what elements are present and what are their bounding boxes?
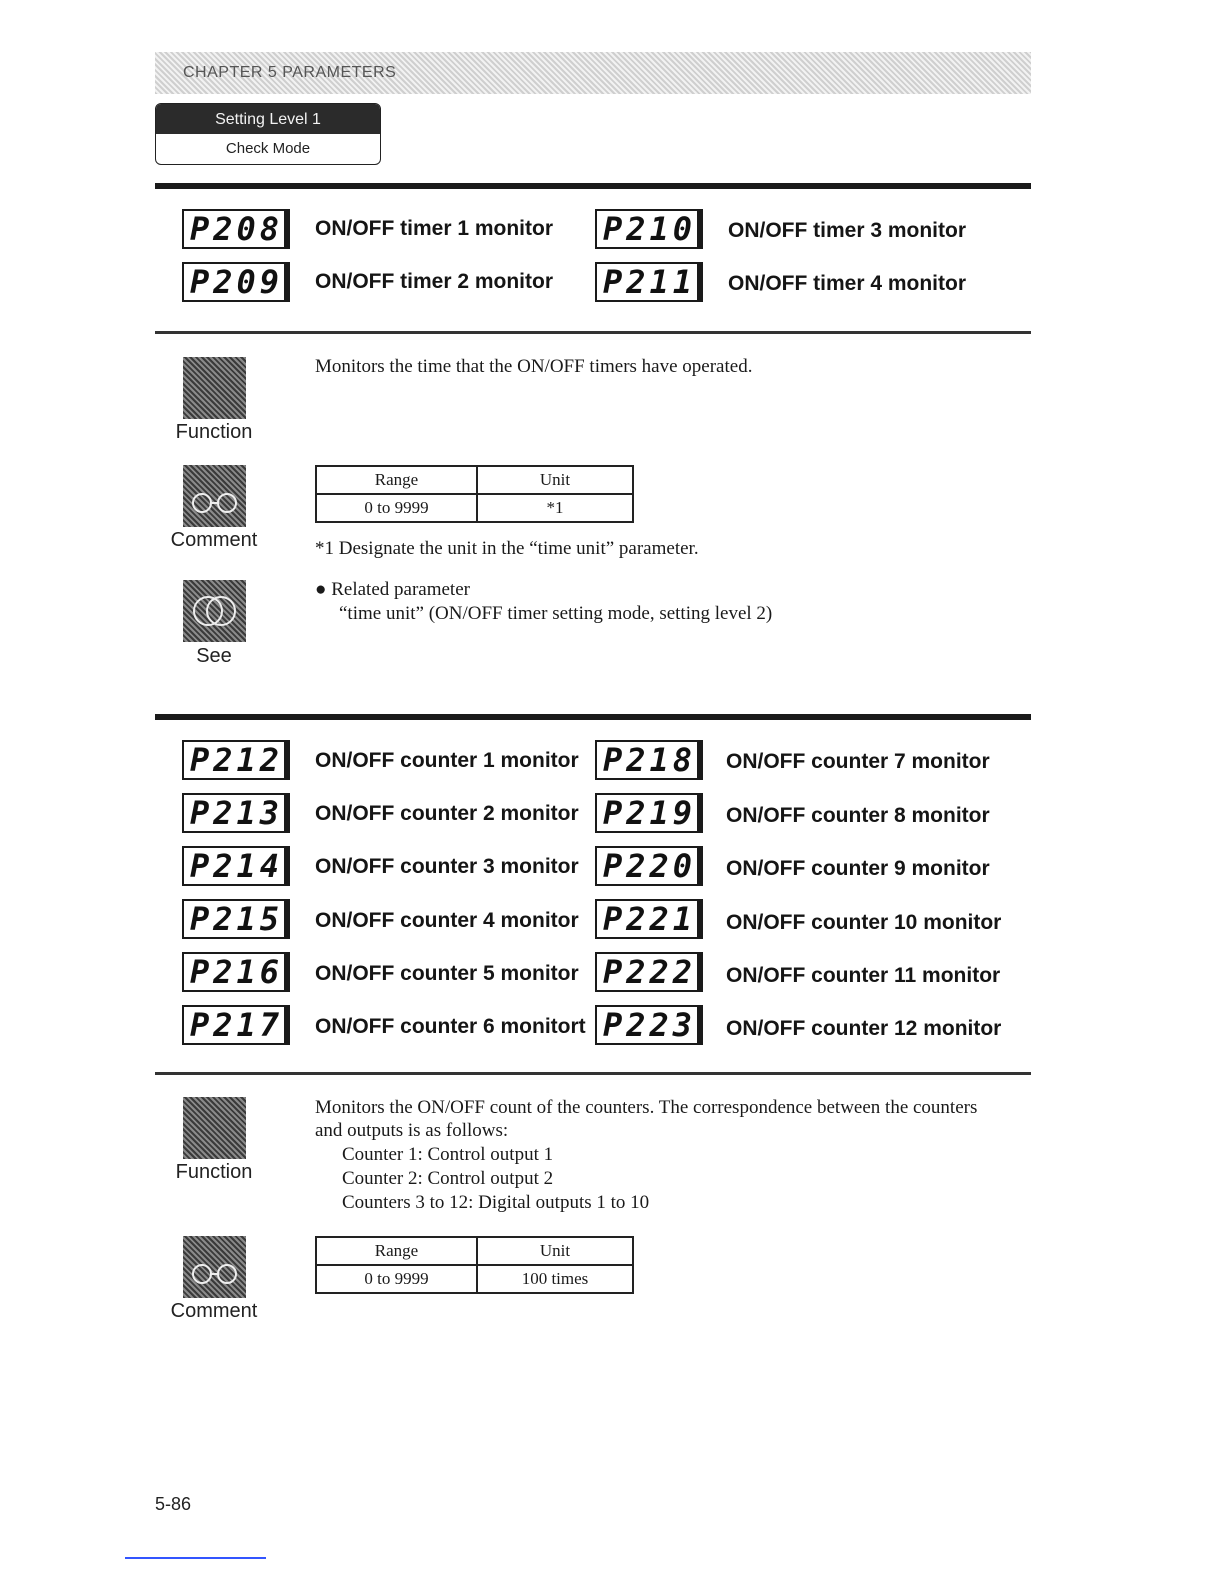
range-header: Range <box>316 466 477 494</box>
section-divider-counter <box>155 1072 1031 1075</box>
lcd-code-p209: P209 <box>182 262 290 302</box>
timer-range-table <box>315 465 634 523</box>
see-label: See <box>196 645 232 667</box>
param-name-counter-1: ON/OFF counter 1 monitor <box>315 749 579 772</box>
glasses-icon <box>183 465 246 527</box>
range-value: 0 to 9999 <box>316 1265 477 1293</box>
related-heading-text: Related parameter <box>331 579 470 600</box>
counter-function-line-1: Monitors the ON/OFF count of the counters. The correspondence between the counters <box>315 1097 978 1118</box>
section-divider-timer <box>155 331 1031 334</box>
section-divider-counter-top <box>155 714 1031 720</box>
param-name-counter-5: ON/OFF counter 5 monitor <box>315 962 579 985</box>
see-icon <box>183 580 246 642</box>
lcd-code-p216: P216 <box>182 952 290 992</box>
comment-icon <box>183 465 246 527</box>
function-label: Function <box>175 1161 253 1183</box>
param-name-counter-2: ON/OFF counter 2 monitor <box>315 802 579 825</box>
param-name-counter-10: ON/OFF counter 10 monitor <box>726 911 1002 934</box>
comment-label: Comment <box>170 529 258 551</box>
param-name-counter-9: ON/OFF counter 9 monitor <box>726 857 990 880</box>
timer-function-text: Monitors the time that the ON/OFF timers have operated. <box>315 356 753 377</box>
counter-mapping-2: Counter 2: Control output 2 <box>342 1168 554 1189</box>
glasses-icon <box>183 1236 246 1298</box>
bullet-icon: ● <box>315 579 327 600</box>
related-parameter-heading <box>315 579 470 601</box>
unit-value: *1 <box>477 494 633 522</box>
counter-range-table <box>315 1236 634 1294</box>
param-name-counter-6: ON/OFF counter 6 monitort <box>315 1015 586 1038</box>
lcd-code-p217: P217 <box>182 1005 290 1045</box>
footer-link-line <box>125 1557 266 1559</box>
lcd-code-p220: P220 <box>595 846 703 886</box>
chapter-header-bar <box>155 52 1031 94</box>
setting-level-tab <box>155 103 381 165</box>
param-name-timer-2: ON/OFF timer 2 monitor <box>315 270 554 293</box>
unit-header: Unit <box>477 1237 633 1265</box>
lcd-code-p215: P215 <box>182 899 290 939</box>
related-parameter-text: “time unit” (ON/OFF timer setting mode, setting level 2) <box>339 603 773 624</box>
page-number: 5-86 <box>155 1494 192 1514</box>
param-name-timer-1: ON/OFF timer 1 monitor <box>315 217 554 240</box>
unit-header: Unit <box>477 466 633 494</box>
lcd-code-p212: P212 <box>182 740 290 780</box>
param-name-counter-4: ON/OFF counter 4 monitor <box>315 909 579 932</box>
check-mode-label: Check Mode <box>225 140 311 157</box>
unit-value: 100 times <box>477 1265 633 1293</box>
lcd-code-p223: P223 <box>595 1005 703 1045</box>
lcd-code-p211: P211 <box>595 262 703 302</box>
lcd-code-p219: P219 <box>595 793 703 833</box>
function-icon <box>183 1097 246 1159</box>
counter-mapping-3: Counters 3 to 12: Digital outputs 1 to 10 <box>342 1192 650 1213</box>
param-name-counter-8: ON/OFF counter 8 monitor <box>726 804 990 827</box>
lcd-code-p208: P208 <box>182 209 290 249</box>
section-divider-top <box>155 183 1031 189</box>
param-name-counter-12: ON/OFF counter 12 monitor <box>726 1017 1002 1040</box>
comment-label: Comment <box>170 1300 258 1322</box>
lcd-code-p213: P213 <box>182 793 290 833</box>
timer-unit-note: *1 Designate the unit in the “time unit” parameter. <box>315 538 699 559</box>
setting-level-title: Setting Level 1 <box>156 104 380 134</box>
param-name-counter-7: ON/OFF counter 7 monitor <box>726 750 990 773</box>
function-icon <box>183 357 246 419</box>
lcd-code-p210: P210 <box>595 209 703 249</box>
lcd-code-p218: P218 <box>595 740 703 780</box>
param-name-counter-11: ON/OFF counter 11 monitor <box>726 964 1001 987</box>
counter-function-line-2: and outputs is as follows: <box>315 1120 509 1141</box>
param-name-timer-3: ON/OFF timer 3 monitor <box>728 219 967 242</box>
linked-rings-icon <box>183 580 246 642</box>
range-value: 0 to 9999 <box>316 494 477 522</box>
param-name-counter-3: ON/OFF counter 3 monitor <box>315 855 579 878</box>
range-header: Range <box>316 1237 477 1265</box>
counter-mapping-1: Counter 1: Control output 1 <box>342 1144 554 1165</box>
param-name-timer-4: ON/OFF timer 4 monitor <box>728 272 967 295</box>
lcd-code-p222: P222 <box>595 952 703 992</box>
chapter-title: CHAPTER 5 PARAMETERS <box>183 64 397 81</box>
function-label: Function <box>175 421 253 443</box>
lcd-code-p214: P214 <box>182 846 290 886</box>
comment-icon <box>183 1236 246 1298</box>
lcd-code-p221: P221 <box>595 899 703 939</box>
